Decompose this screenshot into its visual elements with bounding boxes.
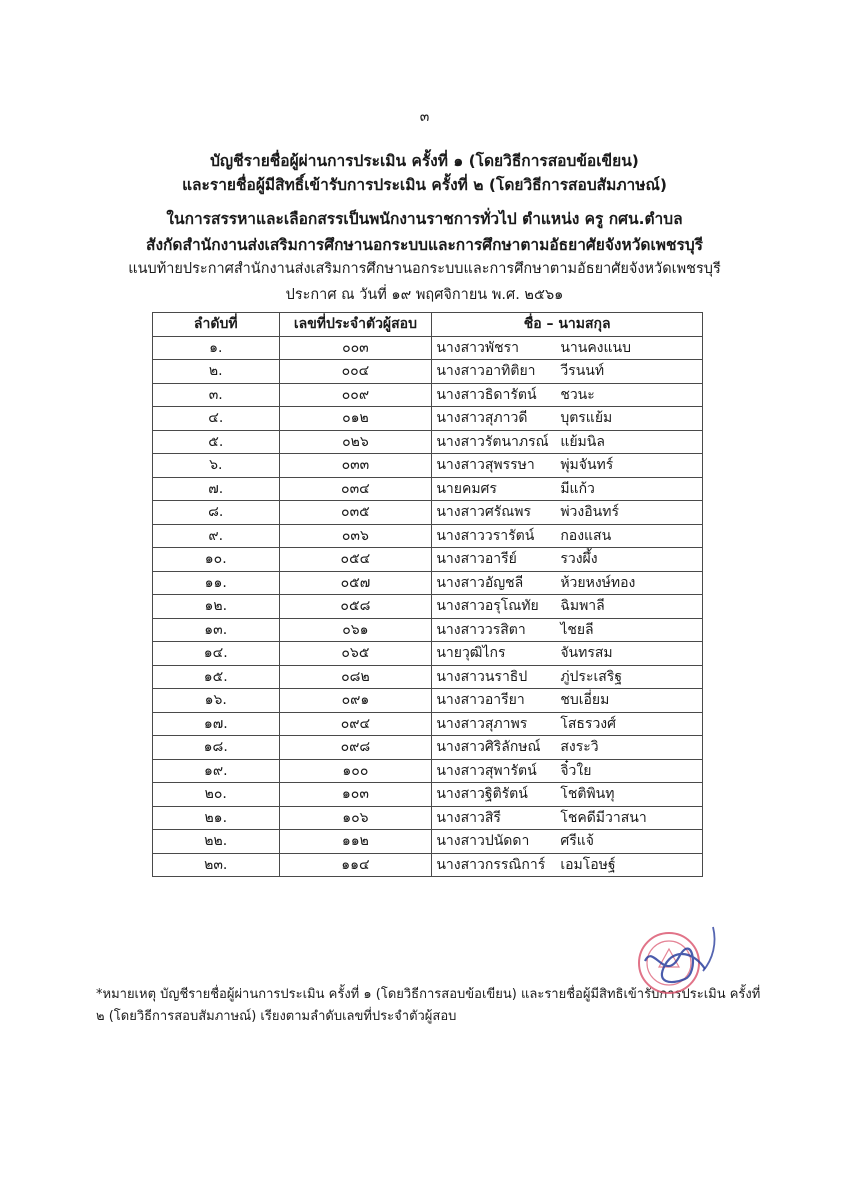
exam-id-cell: ๑๐๓ [279, 783, 432, 807]
full-name-cell [432, 783, 703, 807]
surname: มีแก้ว [560, 480, 595, 497]
surname: นานคงแนบ [560, 339, 631, 356]
order-cell: ๓. [153, 383, 280, 407]
given-name: นายวุฒิไกร [436, 645, 506, 662]
exam-id-cell: ๐๐๙ [279, 383, 432, 407]
exam-id-cell: ๑๐๐ [279, 759, 432, 783]
full-name-cell [432, 548, 703, 572]
full-name-cell [432, 360, 703, 384]
order-cell: ๗. [153, 477, 280, 501]
full-name-cell [432, 665, 703, 689]
given-name: นางสาวสุภาวดี [436, 410, 528, 427]
order-cell: ๒. [153, 360, 280, 384]
announcement-date: ประกาศ ณ วันที่ ๑๙ พฤศจิกายน พ.ศ. ๒๕๖๑ [285, 287, 564, 303]
table-row [153, 407, 703, 431]
column-header-exam-id: เลขที่ประจำตัวผู้สอบ [279, 313, 432, 337]
exam-id-cell: ๐๒๖ [279, 430, 432, 454]
full-name-cell [432, 571, 703, 595]
surname: พุ่มจันทร์ [560, 457, 614, 474]
given-name: นางสาววรารัตน์ [436, 527, 535, 544]
given-name: นางสาวศรัณพร [436, 504, 531, 521]
full-name-cell [432, 759, 703, 783]
order-cell: ๑๖. [153, 689, 280, 713]
table-row [153, 783, 703, 807]
given-name: นางสาวสุพรรษา [436, 457, 535, 474]
column-header-full-name: ชื่อ – นามสกุล [432, 313, 703, 337]
given-name: นางสาวสิรี [436, 809, 501, 826]
given-name: นางสาวพัชรา [436, 339, 519, 356]
document-title-line-2: และรายชื่อผู้มีสิทธิ์เข้ารับการประเมิน ครั้งที่ ๒ (โดยวิธีการสอบสัมภาษณ์) [182, 176, 667, 194]
surname: แย้มนิล [560, 433, 605, 450]
order-cell: ๑๔. [153, 642, 280, 666]
table-row [153, 618, 703, 642]
surname: รวงผึ้ง [560, 551, 598, 568]
full-name-cell [432, 689, 703, 713]
exam-id-cell: ๐๖๕ [279, 642, 432, 666]
table-body [153, 336, 703, 877]
column-header-order: ลำดับที่ [153, 313, 280, 337]
table-row [153, 477, 703, 501]
surname: ชบเอี่ยม [560, 692, 610, 709]
given-name: นางสาวสุภาพร [436, 715, 528, 732]
surname: ไชยลี [560, 621, 594, 638]
table-row [153, 548, 703, 572]
exam-id-cell: ๐๙๑ [279, 689, 432, 713]
footnote: *หมายเหตุ บัญชีรายชื่อผู้ผ่านการประเมิน ครั้งที่ ๑ (โดยวิธีการสอบข้อเขียน) และรายชื่อผู้มีสิทธิเข้ารับการประเมิน ครั้งที่ ๒ (โดยวิธีการสอบสัมภาษณ์) เรียงตามลำดับเลขที่ประจำตัวผู้สอบ [96, 987, 761, 1024]
exam-id-cell: ๐๐๓ [279, 336, 432, 360]
exam-id-cell: ๑๑๔ [279, 853, 432, 877]
exam-id-cell: ๐๐๔ [279, 360, 432, 384]
order-cell: ๑๓. [153, 618, 280, 642]
exam-id-cell: ๑๐๖ [279, 806, 432, 830]
full-name-cell [432, 407, 703, 431]
order-cell: ๘. [153, 501, 280, 525]
order-cell: ๕. [153, 430, 280, 454]
given-name: นางสาวอาทิติยา [436, 363, 536, 380]
full-name-cell [432, 830, 703, 854]
table-row [153, 360, 703, 384]
full-name-cell [432, 806, 703, 830]
given-name: นางสาวสุพารัตน์ [436, 762, 537, 779]
table-row [153, 759, 703, 783]
table-header-row [153, 313, 703, 337]
exam-id-cell: ๐๙๘ [279, 736, 432, 760]
order-cell: ๑. [153, 336, 280, 360]
surname: ห้วยหงษ์ทอง [560, 574, 636, 591]
exam-id-cell: ๐๓๔ [279, 477, 432, 501]
table-row [153, 430, 703, 454]
order-cell: ๑๐. [153, 548, 280, 572]
order-cell: ๒๒. [153, 830, 280, 854]
surname: ภู่ประเสริฐ [560, 668, 623, 685]
table-row [153, 830, 703, 854]
surname: พ่วงอินทร์ [560, 504, 619, 521]
order-cell: ๔. [153, 407, 280, 431]
table-row [153, 524, 703, 548]
surname: กองแสน [560, 527, 612, 544]
given-name: นายคมศร [436, 480, 497, 497]
table-row [153, 689, 703, 713]
full-name-cell [432, 430, 703, 454]
surname: บุตรแย้ม [560, 410, 613, 427]
exam-id-cell: ๐๓๖ [279, 524, 432, 548]
given-name: นางสาวธิดารัตน์ [436, 386, 537, 403]
surname: ฉิมพาลี [560, 598, 605, 615]
exam-id-cell: ๐๙๔ [279, 712, 432, 736]
table-row [153, 336, 703, 360]
order-cell: ๒๓. [153, 853, 280, 877]
exam-id-cell: ๐๖๑ [279, 618, 432, 642]
full-name-cell [432, 712, 703, 736]
exam-id-cell: ๐๕๗ [279, 571, 432, 595]
given-name: นางสาวกรรณิการ์ [436, 856, 546, 873]
table-row [153, 383, 703, 407]
table-row [153, 665, 703, 689]
surname: จันทรสม [560, 645, 613, 662]
exam-id-cell: ๐๕๔ [279, 548, 432, 572]
exam-id-cell: ๐๘๒ [279, 665, 432, 689]
exam-id-cell: ๐๓๓ [279, 454, 432, 478]
surname: ชวนะ [560, 386, 595, 403]
given-name: นางสาววรสิตา [436, 621, 526, 638]
document-title-line-1: บัญชีรายชื่อผู้ผ่านการประเมิน ครั้งที่ ๑ (โดยวิธีการสอบข้อเขียน) [210, 152, 639, 170]
given-name: นางสาวอัญชลี [436, 574, 524, 591]
given-name: นางสาวอารียา [436, 692, 525, 709]
full-name-cell [432, 336, 703, 360]
order-cell: ๒๑. [153, 806, 280, 830]
exam-id-cell: ๑๑๒ [279, 830, 432, 854]
table-row [153, 642, 703, 666]
order-cell: ๖. [153, 454, 280, 478]
table-row [153, 454, 703, 478]
full-name-cell [432, 618, 703, 642]
given-name: นางสาวศิริลักษณ์ [436, 739, 541, 756]
surname: เอมโอษฐ์ [560, 856, 616, 873]
full-name-cell [432, 736, 703, 760]
given-name: นางสาวอรุโณทัย [436, 598, 539, 615]
given-name: นางสาวรัตนาภรณ์ [436, 433, 549, 450]
surname: วีรนนท์ [560, 363, 605, 380]
given-name: นางสาวนราธิป [436, 668, 528, 685]
order-cell: ๑๕. [153, 665, 280, 689]
surname: ศรีแจ้ [560, 833, 594, 850]
given-name: นางสาวอารีย์ [436, 551, 517, 568]
full-name-cell [432, 853, 703, 877]
table-row [153, 853, 703, 877]
document-title-line-4: สังกัดสำนักงานส่งเสริมการศึกษานอกระบบและการศึกษาตามอัธยาศัยจังหวัดเพชรบุรี [146, 236, 703, 254]
page-number: ๓ [419, 109, 430, 125]
order-cell: ๑๒. [153, 595, 280, 619]
order-cell: ๙. [153, 524, 280, 548]
surname: สงระวิ [560, 739, 599, 756]
given-name: นางสาวฐิติรัตน์ [436, 786, 528, 803]
full-name-cell [432, 454, 703, 478]
full-name-cell [432, 383, 703, 407]
full-name-cell [432, 642, 703, 666]
table-row [153, 806, 703, 830]
surname: โสธรวงศ์ [560, 715, 617, 732]
announcement-reference: แนบท้ายประกาศสำนักงานส่งเสริมการศึกษานอกระบบและการศึกษาตามอัธยาศัยจังหวัดเพชรบุรี [128, 261, 721, 277]
given-name: นางสาวปนัดดา [436, 833, 530, 850]
full-name-cell [432, 524, 703, 548]
exam-id-cell: ๐๕๘ [279, 595, 432, 619]
full-name-cell [432, 501, 703, 525]
table-row [153, 736, 703, 760]
table-row [153, 712, 703, 736]
order-cell: ๑๗. [153, 712, 280, 736]
exam-id-cell: ๐๓๕ [279, 501, 432, 525]
table-row [153, 595, 703, 619]
candidate-table [152, 312, 703, 877]
order-cell: ๑๘. [153, 736, 280, 760]
official-seal-icon [625, 923, 733, 1011]
full-name-cell [432, 595, 703, 619]
order-cell: ๑๙. [153, 759, 280, 783]
surname: โชคดีมีวาสนา [560, 809, 647, 826]
surname: จิ๋วใย [560, 762, 592, 779]
full-name-cell [432, 477, 703, 501]
table-row [153, 501, 703, 525]
exam-id-cell: ๐๑๒ [279, 407, 432, 431]
order-cell: ๒๐. [153, 783, 280, 807]
table-row [153, 571, 703, 595]
surname: โชติพินทุ [560, 786, 615, 803]
document-title-line-3: ในการสรรหาและเลือกสรรเป็นพนักงานราชการทั่วไป ตำแหน่ง ครู กศน.ตำบล [166, 210, 683, 228]
order-cell: ๑๑. [153, 571, 280, 595]
